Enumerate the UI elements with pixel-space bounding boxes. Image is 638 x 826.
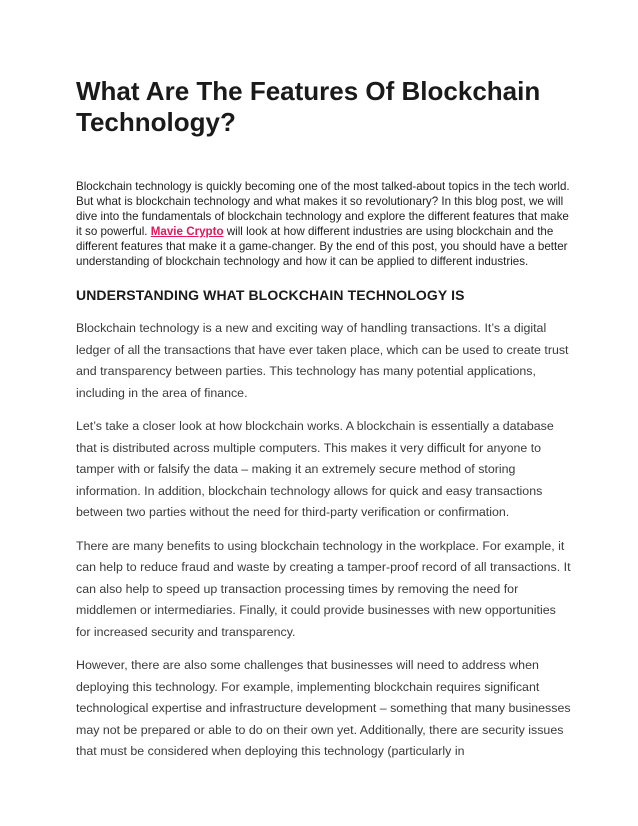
document-page bbox=[76, 76, 572, 763]
section-heading: UNDERSTANDING WHAT BLOCKCHAIN TECHNOLOGY IS bbox=[76, 287, 465, 303]
intro-paragraph bbox=[76, 179, 572, 269]
intro-text-end: will look at how different industries are using blockchain and the different features that make it a game-changer. By the end of this post, you should have a better understanding of blockchain technology and how it can be applied to different industries. bbox=[76, 225, 568, 268]
body-paragraph-3: There are many benefits to using blockchain technology in the workplace. For example, it can help to reduce fraud and waste by creating a tamper-proof record of all transactions. It can also help to speed up transaction processing times by removing the need for middlemen or intermediaries. Finally, it could provide businesses with new opportunities for increased security and transparency. bbox=[76, 538, 571, 639]
body-paragraph-1: Blockchain technology is a new and exciting way of handling transactions. It’s a digital ledger of all the transactions that have ever taken place, which can be used to create trust and transparency between parties. This technology has many potential applications, including in the area of finance. bbox=[76, 321, 569, 400]
article-title: What Are The Features Of Blockchain Technology? bbox=[76, 76, 541, 137]
body-paragraph-2: Let’s take a closer look at how blockchain works. A blockchain is essentially a database that is distributed across multiple computers. This makes it very difficult for anyone to tamper with or falsify the data – making it an extremely secure method of storing information. In addition, blockchain technology allows for quick and easy transactions between two parties without the need for third-party verification or confirmation. bbox=[76, 419, 554, 519]
body-paragraph-4: However, there are also some challenges that businesses will need to address when deploying this technology. For example, implementing blockchain requires significant technological expertise and infrastructure development – something that many businesses may not be prepared or able to do on their own yet. Additionally, there are security issues that must be considered when deploying this technology (particularly in bbox=[76, 658, 571, 758]
intro-text-start: Blockchain technology is quickly becoming one of the most talked-about topics in the tech world. But what is blockchain technology and what makes it so revolutionary? In this blog post, we will dive into the fundamentals of blockchain technology and explore the different features that make it so powerful. bbox=[76, 180, 570, 238]
mavie-crypto-link[interactable]: Mavie Crypto bbox=[150, 225, 224, 238]
